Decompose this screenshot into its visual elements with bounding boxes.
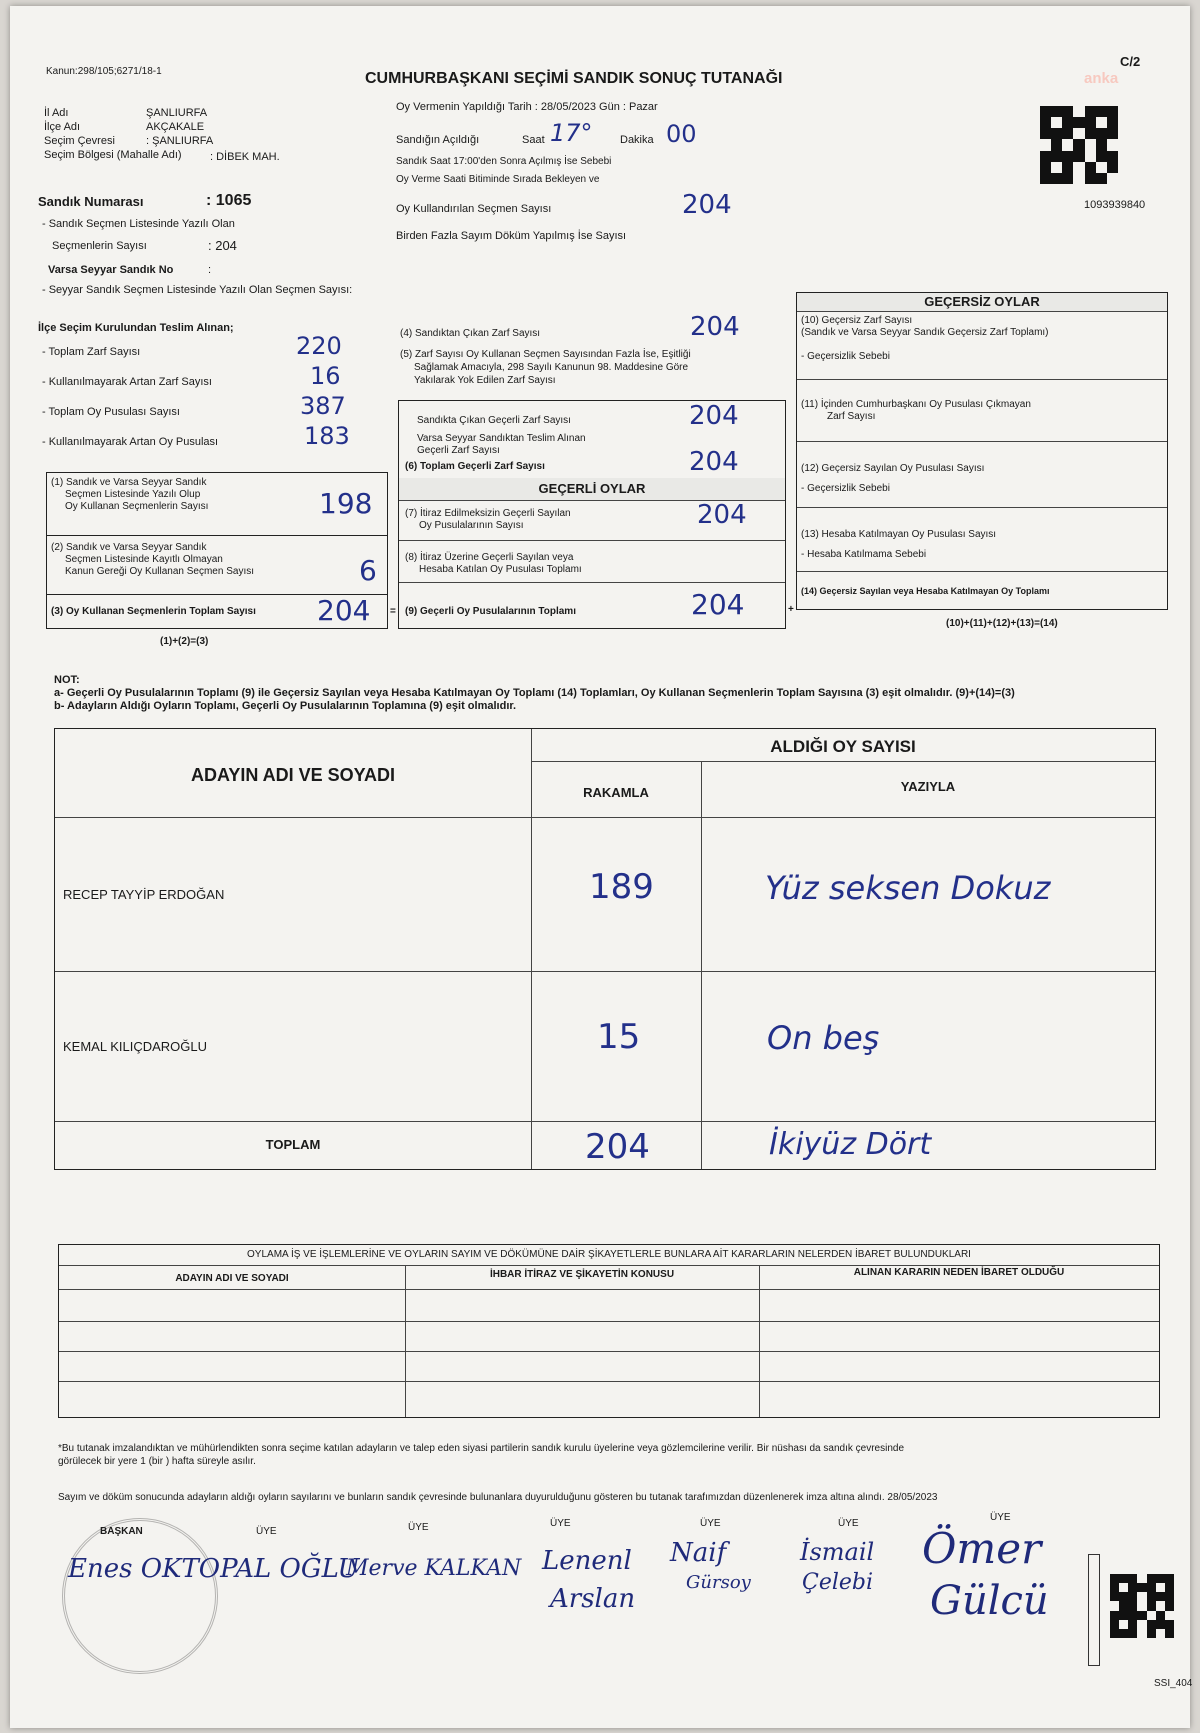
form-code: C/2 (1120, 54, 1141, 69)
unused-envelope-label: - Kullanılmayarak Artan Zarf Sayısı (42, 376, 212, 388)
valid-7-value: 204 (697, 500, 747, 530)
candidate-2-votes: 15 (597, 1017, 641, 1057)
late-reason: Sandık Saat 17:00'den Sonra Açılmış İse Sebebi (396, 156, 612, 167)
mobile-voters-line: - Seyyar Sandık Seçmen Listesinde Yazılı Olan Seçmen Sayısı: (42, 284, 353, 296)
footer-statement: Sayım ve döküm sonucunda adayların aldığı oyların sayılarını ve bunların sandık çevresinde bulunanlara duyurulduğunu gösteren bu tutanak tarafımızdan düzenlenerek imza altına alındı. 28/05/2023 (58, 1492, 938, 1503)
candidate-1-votes-text: Yüz seksen Dokuz (765, 869, 1051, 907)
valid-envelope-box: Sandıkta Çıkan Geçerli Zarf Sayısı 204 Varsa Seyyar Sandıktan Teslim Alınan Geçerli Zarf Sayısı (6) Toplam Geçerli Zarf Sayısı 204 (398, 400, 786, 480)
document-number: 1093939840 (1084, 199, 1146, 211)
multi-count-label: Birden Fazla Sayım Döküm Yapılmış İse Sayısı (396, 230, 627, 242)
mobile-box-colon: : (208, 264, 212, 276)
hour-value: 17° (550, 119, 593, 147)
election-date: Oy Vermenin Yapıldığı Tarih : 28/05/2023 Gün : Pazar (396, 101, 658, 113)
signature-member-2b: Arslan (550, 1584, 636, 1614)
total-votes-text: İkiyüz Dört (769, 1127, 932, 1162)
signature-member-3a: Naif (670, 1538, 727, 1568)
bottom-qr-code-icon (1110, 1574, 1174, 1638)
opened-label: Sandığın Açıldığı (396, 134, 480, 146)
right-formula: (10)+(11)+(12)+(13)=(14) (946, 618, 1058, 629)
valid-envelope-value: 204 (689, 401, 739, 431)
member-label-5: ÜYE (838, 1518, 859, 1529)
valid-votes-header: GEÇERLİ OYLAR (399, 478, 785, 501)
total-votes: 204 (585, 1127, 650, 1167)
signature-chair: Enes OKTOPAL OĞLU (68, 1554, 360, 1584)
official-seal (62, 1518, 218, 1674)
signature-member-5a: Ömer (922, 1524, 1042, 1573)
queue-line: Oy Verme Saati Bitiminde Sırada Bekleyen ve (396, 174, 600, 185)
ballot-result-sheet (10, 6, 1193, 1728)
vertical-code-strip (1088, 1554, 1100, 1666)
box-number-value: : 1065 (206, 192, 252, 209)
envelope-4-label: (4) Sandıktan Çıkan Zarf Sayısı (400, 328, 541, 339)
box-2: (2) Sandık ve Varsa Seyyar Sandık Seçmen Listesinde Kayıtlı Olmayan Kanun Gereği Oy Kullanan Seçmen Sayısı 6 (46, 534, 388, 595)
complaints-title: OYLAMA İŞ VE İŞLEMLERİNE VE OYLARIN SAYIM VE DÖKÜMÜNE DAİR ŞİKAYETLERLE BUNLARA AİT KARARLARIN NELERDEN İBARET BULUNDUKLARI (247, 1249, 971, 1260)
notes: NOT: a- Geçerli Oy Pusulalarının Toplamı (9) ile Geçersiz Sayılan veya Hesaba Katılmayan Oy Toplamı (14) Toplamları, Oy Kullanan Seçmenlerin Toplam Sayısına (3) eşit olmalıdır. (9)+(14)=(3) b- Adayların Aldığı Oyların Toplamı, Geçerli Oy Pusulalarının Toplamına (9) eşit olmalıdır. (54, 674, 1015, 712)
candidate-1-name: RECEP TAYYİP ERDOĞAN (63, 887, 225, 902)
results-table (54, 728, 1156, 1170)
total-label: TOPLAM (265, 1137, 321, 1152)
box-3: (3) Oy Kullanan Seçmenlerin Toplam Sayısı 204 (46, 594, 388, 629)
hour-label: Saat (522, 134, 545, 146)
listed-voters-line1: - Sandık Seçmen Listesinde Yazılı Olan (42, 218, 235, 230)
col-written: YAZIYLA (900, 779, 956, 794)
law-reference: Kanun:298/105;6271/18-1 (46, 66, 162, 77)
voters-label: Oy Kullandırılan Seçmen Sayısı (396, 203, 552, 215)
signature-member-4b: Çelebi (802, 1570, 874, 1595)
ballot-total-value: 387 (300, 392, 346, 420)
envelope-total-label: - Toplam Zarf Sayısı (42, 346, 141, 358)
candidate-2-name: KEMAL KILIÇDAROĞLU (63, 1039, 208, 1054)
member-label-4: ÜYE (700, 1518, 721, 1529)
ballot-total-label: - Toplam Oy Pusulası Sayısı (42, 406, 180, 418)
listed-voters-value: : 204 (208, 238, 237, 253)
total-valid-envelope-value: 204 (689, 447, 739, 477)
box-number-label: Sandık Numarası (38, 194, 144, 209)
left-formula: (1)+(2)=(3) (160, 636, 209, 647)
document-title: CUMHURBAŞKANI SEÇİMİ SANDIK SONUÇ TUTANAĞI (365, 70, 783, 87)
listed-voters-line2: Seçmenlerin Sayısı (52, 240, 147, 252)
complaints-col-subject: İHBAR İTİRAZ VE ŞİKAYETİN KONUSU (489, 1269, 675, 1280)
envelope-4-value: 204 (690, 312, 740, 342)
received-title: İlçe Seçim Kurulundan Teslim Alınan; (38, 322, 234, 334)
plus-sign: + (788, 604, 794, 615)
location-labels: İl Adı İlçe Adı Seçim Çevresi Seçim Bölgesi (Mahalle Adı) (44, 107, 182, 161)
member-label-6: ÜYE (990, 1512, 1011, 1523)
voters-value: 204 (682, 190, 732, 220)
envelope-5-label: (5) Zarf Sayısı Oy Kullanan Seçmen Sayısından Fazla İse, Eşitliği Sağlamak Amacıyla, 298 Sayılı Kanunun 98. Maddesine Göre Yakılarak Yok Edilen Zarf Sayısı (400, 349, 691, 386)
minute-label: Dakika (620, 134, 654, 146)
complaints-col-name: ADAYIN ADI VE SOYADI (175, 1273, 289, 1284)
signature-member-3b: Gürsoy (686, 1572, 751, 1593)
complaints-table (58, 1244, 1160, 1418)
unused-ballot-label: - Kullanılmayarak Artan Oy Pusulası (42, 436, 219, 448)
member-label-2: ÜYE (408, 1522, 429, 1533)
member-label-3: ÜYE (550, 1518, 571, 1529)
box-2-value: 6 (359, 554, 377, 587)
signature-member-4a: İsmail (800, 1538, 875, 1566)
member-label-1: ÜYE (256, 1526, 277, 1537)
envelope-total-value: 220 (296, 332, 342, 360)
equals-sign: = (390, 606, 396, 617)
box-3-value: 204 (317, 594, 371, 627)
invalid-votes-box: GEÇERSİZ OYLAR (10) Geçersiz Zarf Sayısı (Sandık ve Varsa Seyyar Sandık Geçersiz Zarf Toplamı) - Geçersizlik Sebebi (11) İçinden Cumhurbaşkanı Oy Pusulası Çıkmayan Zarf Sayısı (12) Geçersiz Sayılan Oy Pusulası Sayısı - Geçersizlik Sebebi (13) Hesaba Katılmayan Oy Pusulası Sayısı - Hesaba Katılmama Sebebi (14) Geçersiz Sayılan veya Hesaba Katılmayan Oy Toplamı (796, 292, 1168, 610)
valid-votes-box: GEÇERLİ OYLAR (7) İtiraz Edilmeksizin Geçerli Sayılan Oy Pusulalarının Sayısı 204 (8) İtiraz Üzerine Geçerli Sayılan veya Hesaba Katılan Oy Pusulası Toplamı (9) Geçerli Oy Pusulalarının Toplamı 204 (398, 478, 786, 629)
candidate-2-votes-text: On beş (767, 1019, 880, 1057)
agency-watermark: anka (1084, 70, 1119, 87)
qr-code-icon (1040, 106, 1118, 184)
form-version-code: SSI_404 (1154, 1678, 1193, 1689)
col-votes: ALDIĞI OY SAYISI (770, 737, 916, 756)
unused-ballot-value: 183 (304, 422, 350, 450)
district-value: : DİBEK MAH. (210, 151, 280, 163)
complaints-col-decision: ALINAN KARARIN NEDEN İBARET OLDUĞU (853, 1267, 1065, 1278)
candidate-1-votes: 189 (589, 867, 654, 907)
box-1: (1) Sandık ve Varsa Seyyar Sandık Seçmen Listesinde Yazılı Olup Oy Kullanan Seçmenlerin Sayısı 198 (46, 472, 388, 536)
col-candidate-name: ADAYIN ADI VE SOYADI (190, 765, 396, 785)
mobile-box-label: Varsa Seyyar Sandık No (48, 264, 174, 276)
box-1-value: 198 (319, 487, 373, 520)
signature-member-5b: Gülcü (930, 1578, 1049, 1624)
invalid-votes-header: GEÇERSİZ OYLAR (797, 293, 1167, 312)
valid-9-value: 204 (691, 588, 745, 621)
signature-member-2a: Lenenl (542, 1546, 632, 1576)
signature-member-1: Merve KALKAN (346, 1556, 522, 1581)
unused-envelope-value: 16 (310, 362, 341, 390)
minute-value: 00 (666, 120, 697, 148)
footer-note: *Bu tutanak imzalandıktan ve mühürlendikten sonra seçime katılan adayların ve talep eden siyasi partilerin sandık kurulu üyelerine veya gözlemcilerine verilir. Bir nüshası da sandık çevresinde görülecek bir yere 1 (bir ) hafta süreyle asılır. (58, 1443, 905, 1467)
location-values: ŞANLIURFA AKÇAKALE : ŞANLIURFA (146, 107, 214, 147)
chair-label: BAŞKAN (100, 1526, 143, 1537)
col-numeric: RAKAMLA (583, 785, 649, 800)
